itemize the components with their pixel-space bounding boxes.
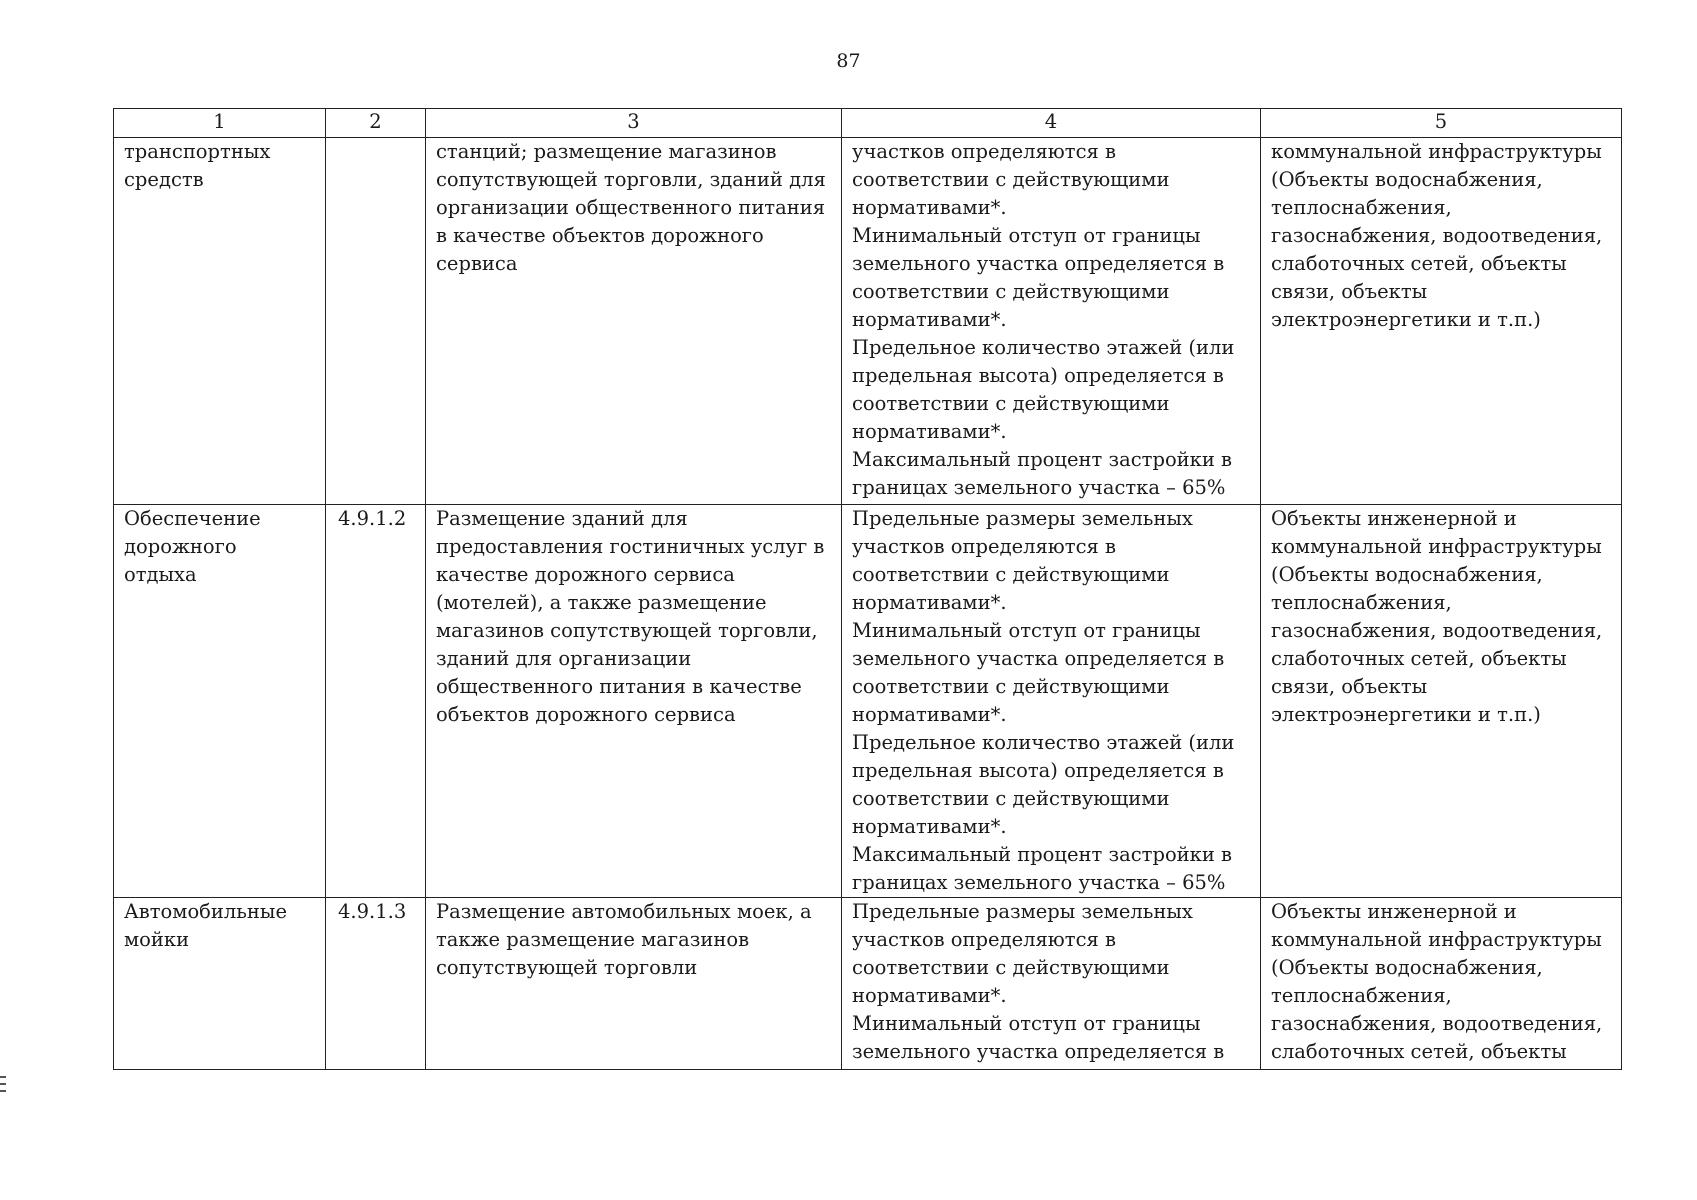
table-row bbox=[114, 505, 1622, 898]
use-type-description: Размещение автомобильных моек, а также размещение магазинов сопутствующей торговли bbox=[426, 898, 842, 1070]
table-header-row bbox=[114, 109, 1622, 138]
use-type-description: станций; размещение магазинов сопутствующей торговли, зданий для организации общественного питания в качестве объектов дорожного сервиса bbox=[426, 138, 842, 505]
table-row bbox=[114, 898, 1622, 1070]
use-type-code bbox=[326, 138, 426, 505]
use-type-code: 4.9.1.2 bbox=[326, 505, 426, 898]
column-header-4: 4 bbox=[842, 109, 1261, 138]
auxiliary-uses: коммунальной инфраструктуры (Объекты водоснабжения, теплоснабжения, газоснабжения, водоотведения, слаботочных сетей, объекты связи, объекты электроэнергетики и т.п.) bbox=[1261, 138, 1622, 505]
use-type-name: транспортных средств bbox=[114, 138, 326, 505]
column-header-2: 2 bbox=[326, 109, 426, 138]
use-type-name: Автомобильные мойки bbox=[114, 898, 326, 1070]
table-row bbox=[114, 138, 1622, 505]
auxiliary-uses: Объекты инженерной и коммунальной инфраструктуры (Объекты водоснабжения, теплоснабжения, газоснабжения, водоотведения, слаботочных сетей, объекты связи, объекты электроэнергетики и т.п.) bbox=[1261, 505, 1622, 898]
construction-parameters: участков определяются в соответствии с действующими нормативами*. Минимальный отступ от границы земельного участка определяется в соответствии с действующими нормативами*. Предельное количество этажей (или предельная высота) определяется в соответствии с действующими нормативами*. Максимальный процент застройки в границах земельного участка – 65% bbox=[842, 138, 1261, 505]
use-type-code: 4.9.1.3 bbox=[326, 898, 426, 1070]
scan-margin-mark bbox=[0, 1076, 6, 1098]
column-header-3: 3 bbox=[426, 109, 842, 138]
use-type-name: Обеспечение дорожного отдыха bbox=[114, 505, 326, 898]
use-type-description: Размещение зданий для предоставления гостиничных услуг в качестве дорожного сервиса (мотелей), а также размещение магазинов сопутствующей торговли, зданий для организации общественного питания в качестве объектов дорожного сервиса bbox=[426, 505, 842, 898]
page-number: 87 bbox=[836, 50, 861, 72]
construction-parameters: Предельные размеры земельных участков определяются в соответствии с действующими нормативами*. Минимальный отступ от границы земельного участка определяется в bbox=[842, 898, 1261, 1070]
construction-parameters: Предельные размеры земельных участков определяются в соответствии с действующими нормативами*. Минимальный отступ от границы земельного участка определяется в соответствии с действующими нормативами*. Предельное количество этажей (или предельная высота) определяется в соответствии с действующими нормативами*. Максимальный процент застройки в границах земельного участка – 65% bbox=[842, 505, 1261, 898]
auxiliary-uses: Объекты инженерной и коммунальной инфраструктуры (Объекты водоснабжения, теплоснабжения, газоснабжения, водоотведения, слаботочных сетей, объекты bbox=[1261, 898, 1622, 1070]
land-use-table bbox=[113, 108, 1622, 1070]
column-header-1: 1 bbox=[114, 109, 326, 138]
column-header-5: 5 bbox=[1261, 109, 1622, 138]
